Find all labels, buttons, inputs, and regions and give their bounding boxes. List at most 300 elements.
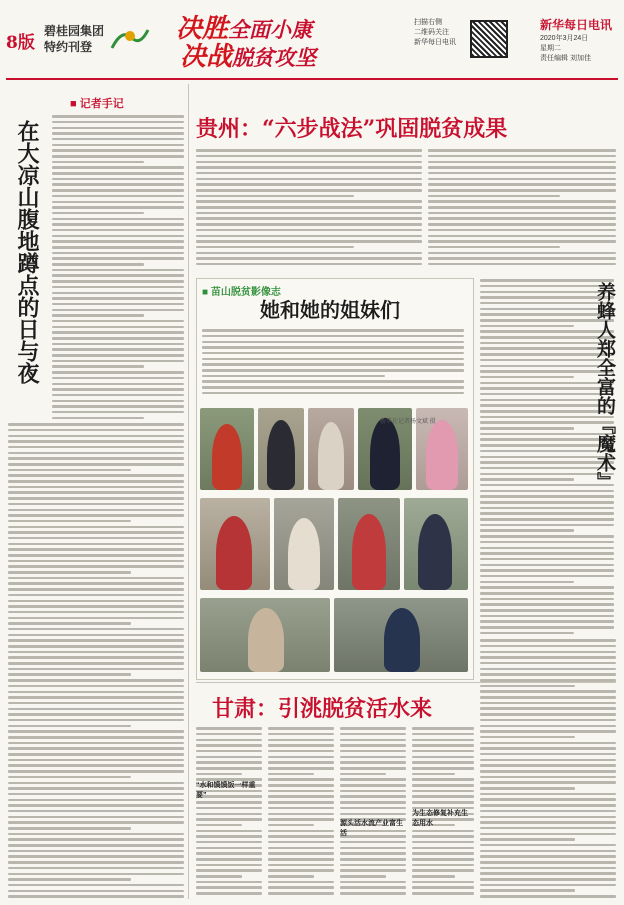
body-text-line <box>268 869 334 872</box>
body-text-line <box>52 309 184 312</box>
feature-kicker: ■ 苗山脱贫影像志 <box>202 287 281 298</box>
body-text-line <box>52 383 184 386</box>
body-text-line <box>8 799 184 802</box>
body-text-line <box>480 827 616 830</box>
left-body-text <box>52 112 184 422</box>
body-text-line <box>52 320 184 323</box>
body-text-line <box>8 691 184 694</box>
body-text-line <box>52 195 184 198</box>
body-text-line <box>196 818 262 821</box>
body-text-line <box>8 787 184 790</box>
body-text-line <box>52 235 184 238</box>
body-text-line <box>8 855 184 858</box>
body-text-line <box>480 581 574 584</box>
body-text-line <box>52 337 184 340</box>
body-text-line <box>480 884 616 887</box>
body-text-line <box>8 736 184 739</box>
body-text-line <box>428 206 616 209</box>
gansu-body-3 <box>340 724 406 900</box>
body-text-line <box>196 864 262 867</box>
body-text-line <box>340 761 406 764</box>
body-text-line <box>428 200 616 203</box>
body-text-line <box>8 713 184 716</box>
body-text-line <box>8 611 184 614</box>
body-text-line <box>340 773 386 776</box>
body-text-line <box>480 598 614 601</box>
body-text-line <box>480 529 574 532</box>
body-text-line <box>480 673 616 676</box>
body-text-line <box>480 850 616 853</box>
sponsor-name: 碧桂园集团 <box>44 24 105 38</box>
body-text-line <box>8 423 184 426</box>
body-text-line <box>8 833 184 836</box>
right-lower-text <box>480 636 616 900</box>
left-kicker: ■ 记者手记 <box>70 98 124 110</box>
body-text-line <box>52 274 184 277</box>
body-text-line <box>412 801 474 804</box>
body-text-line <box>196 200 422 203</box>
issue-date: 2020年3月24日 <box>540 35 589 42</box>
body-text-line <box>52 132 184 135</box>
body-text-line <box>268 875 314 878</box>
body-text-line <box>340 892 406 895</box>
body-text-line <box>8 656 184 659</box>
body-text-line <box>480 427 574 430</box>
body-text-line <box>196 178 422 181</box>
body-text-line <box>428 257 616 260</box>
feature-title: 她和她的姐妹们 <box>260 298 400 322</box>
body-text-line <box>8 668 184 671</box>
body-text-line <box>196 801 262 804</box>
body-text-line <box>428 155 616 158</box>
body-text-line <box>52 183 184 186</box>
body-text-line <box>52 246 184 249</box>
body-text-line <box>52 218 184 221</box>
body-text-line <box>268 858 334 861</box>
body-text-line <box>196 830 262 833</box>
body-text-line <box>268 801 334 804</box>
body-text-line <box>480 639 616 642</box>
body-text-line <box>8 554 184 557</box>
body-text-line <box>52 149 184 152</box>
body-text-line <box>8 457 184 460</box>
portrait-photo <box>200 498 270 590</box>
body-text-line <box>8 497 184 500</box>
body-text-line <box>268 835 334 838</box>
body-text-line <box>268 784 334 787</box>
body-text-line <box>52 326 184 329</box>
body-text-line <box>8 486 184 489</box>
body-text-line <box>428 178 616 181</box>
body-text-line <box>8 776 131 779</box>
body-text-line <box>340 744 406 747</box>
body-text-line <box>340 852 406 855</box>
body-text-line <box>8 582 184 585</box>
body-text-line <box>428 246 560 249</box>
body-text-line <box>340 847 406 850</box>
page-number: 8版 <box>6 33 35 53</box>
body-text-line <box>202 369 464 372</box>
body-text-line <box>196 229 422 232</box>
body-text-line <box>196 841 262 844</box>
body-text-line <box>340 784 406 787</box>
body-text-line <box>8 628 184 631</box>
body-text-line <box>8 537 184 540</box>
body-text-line <box>340 733 406 736</box>
body-text-line <box>268 790 334 793</box>
body-text-line <box>52 331 184 334</box>
portrait-photo <box>258 408 304 490</box>
body-text-line <box>196 858 262 861</box>
body-text-line <box>196 183 422 186</box>
body-text-line <box>52 257 184 260</box>
body-text-line <box>268 852 334 855</box>
body-text-line <box>8 730 184 733</box>
body-text-line <box>480 816 616 819</box>
body-text-line <box>480 861 616 864</box>
body-text-line <box>268 881 334 884</box>
masthead <box>0 0 624 80</box>
body-text-line <box>340 869 406 872</box>
body-text-line <box>8 810 184 813</box>
column-divider <box>188 84 189 899</box>
body-text-line <box>480 524 614 527</box>
body-text-line <box>412 795 474 798</box>
body-text-line <box>8 742 184 745</box>
body-text-line <box>8 520 131 523</box>
body-text-line <box>480 872 616 875</box>
body-text-line <box>340 767 406 770</box>
body-text-line <box>480 764 616 767</box>
body-text-line <box>412 886 474 889</box>
body-text-line <box>52 348 184 351</box>
body-text-line <box>52 314 144 317</box>
body-text-line <box>8 821 184 824</box>
body-text-line <box>480 376 574 379</box>
body-text-line <box>196 155 422 158</box>
body-text-line <box>8 878 131 881</box>
body-text-line <box>480 821 616 824</box>
body-text-line <box>412 761 474 764</box>
body-text-line <box>268 807 334 810</box>
body-text-line <box>196 824 242 827</box>
body-text-line <box>8 753 184 756</box>
body-text-line <box>8 679 184 682</box>
body-text-line <box>8 838 184 841</box>
body-text-line <box>412 830 474 833</box>
body-text-line <box>268 739 334 742</box>
body-text-line <box>196 189 422 192</box>
body-text-line <box>480 702 616 705</box>
body-text-line <box>268 830 334 833</box>
body-text-line <box>8 560 184 563</box>
left-feature-title: 在大凉山腹地蹲点的日与夜 <box>14 120 40 384</box>
body-text-line <box>428 166 616 169</box>
body-text-line <box>52 121 184 124</box>
sponsor-tagline: 特约刊登 <box>44 40 93 54</box>
feature-photo-caption: 新华社记者杨文斌 摄 <box>380 419 436 425</box>
body-text-line <box>340 875 386 878</box>
body-text-line <box>340 739 406 742</box>
body-text-line <box>196 881 262 884</box>
body-text-line <box>52 280 184 283</box>
gansu-body-2 <box>268 724 334 900</box>
body-text-line <box>52 343 184 346</box>
body-text-line <box>428 252 616 255</box>
body-text-line <box>428 223 616 226</box>
body-text-line <box>412 841 474 844</box>
body-text-line <box>480 325 574 328</box>
body-text-line <box>52 377 184 380</box>
portrait-photo <box>200 408 254 490</box>
body-text-line <box>8 594 184 597</box>
qr-caption: 扫描右侧 二维码关注 新华每日电讯 <box>414 19 456 46</box>
body-text-line <box>196 886 262 889</box>
editor-credit: 责任编辑 刘加佳 <box>540 55 591 62</box>
body-text-line <box>196 892 262 895</box>
body-text-line <box>412 727 474 730</box>
body-text-line <box>268 824 314 827</box>
body-text-line <box>480 662 616 665</box>
body-text-line <box>52 405 184 408</box>
body-text-line <box>52 201 184 204</box>
body-text-line <box>268 750 334 753</box>
body-text-line <box>8 571 131 574</box>
body-text-line <box>196 756 262 759</box>
body-text-line <box>8 600 184 603</box>
body-text-line <box>8 719 184 722</box>
photo-collage <box>200 408 468 674</box>
body-text-line <box>196 761 262 764</box>
body-text-line <box>268 773 314 776</box>
body-text-line <box>52 161 144 164</box>
body-text-line <box>196 767 262 770</box>
gansu-body-1 <box>196 724 262 900</box>
body-text-line <box>480 651 616 654</box>
body-text-line <box>52 371 184 374</box>
body-text-line <box>480 725 616 728</box>
body-text-line <box>52 354 184 357</box>
body-text-line <box>8 651 184 654</box>
body-text-line <box>196 852 262 855</box>
body-text-line <box>8 890 184 893</box>
body-text-line <box>480 586 614 589</box>
body-text-line <box>8 469 131 472</box>
body-text-line <box>8 884 184 887</box>
body-text-line <box>196 263 422 266</box>
body-text-line <box>52 223 184 226</box>
right-feature-title: 养蜂人郑全富的『魔术』 <box>594 282 616 491</box>
body-text-line <box>480 770 616 773</box>
portrait-photo <box>274 498 334 590</box>
feature-text <box>202 326 464 400</box>
body-text-line <box>8 526 184 529</box>
body-text-line <box>340 801 406 804</box>
body-text-line <box>480 736 575 739</box>
body-text-line <box>412 744 474 747</box>
body-text-line <box>52 388 184 391</box>
body-text-line <box>428 195 560 198</box>
body-text-line <box>268 886 334 889</box>
body-text-line <box>52 303 184 306</box>
body-text-line <box>52 166 184 169</box>
body-text-line <box>268 864 334 867</box>
body-text-line <box>52 365 144 368</box>
body-text-line <box>480 690 616 693</box>
body-text-line <box>52 115 184 118</box>
body-text-line <box>480 512 614 515</box>
body-text-line <box>428 235 616 238</box>
body-text-line <box>8 861 184 864</box>
body-text-line <box>480 781 616 784</box>
body-text-line <box>428 240 616 243</box>
body-text-line <box>340 886 406 889</box>
body-text-line <box>428 263 616 266</box>
body-text-line <box>52 292 184 295</box>
body-text-line <box>202 358 464 361</box>
body-text-line <box>480 507 614 510</box>
body-text-line <box>268 818 334 821</box>
body-text-line <box>8 446 184 449</box>
body-text-line <box>196 223 422 226</box>
body-text-line <box>8 605 184 608</box>
body-text-line <box>480 575 614 578</box>
body-text-line <box>202 341 464 344</box>
body-text-line <box>268 767 334 770</box>
body-text-line <box>428 189 616 192</box>
body-text-line <box>480 833 616 836</box>
body-text-line <box>8 793 184 796</box>
qr-code[interactable] <box>470 20 508 58</box>
gansu-subhead-2: 源头活水流产业富生活 <box>340 820 403 837</box>
body-text-line <box>202 392 464 395</box>
body-text-line <box>8 696 184 699</box>
body-text-line <box>340 841 406 844</box>
body-text-line <box>52 240 184 243</box>
body-text-line <box>196 727 262 730</box>
body-text-line <box>8 440 184 443</box>
body-text-line <box>8 480 184 483</box>
body-text-line <box>8 895 184 898</box>
body-text-line <box>196 739 262 742</box>
issue-weekday: 星期二 <box>540 45 561 52</box>
body-text-line <box>268 892 334 895</box>
body-text-line <box>202 335 464 338</box>
body-text-line <box>202 329 464 332</box>
body-text-line <box>412 784 474 787</box>
body-text-line <box>480 793 616 796</box>
body-text-line <box>268 847 334 850</box>
body-text-line <box>52 229 184 232</box>
body-text-line <box>52 144 184 147</box>
body-text-line <box>202 352 464 355</box>
body-text-line <box>480 564 614 567</box>
body-text-line <box>480 878 616 881</box>
body-text-line <box>428 217 616 220</box>
body-text-line <box>196 195 354 198</box>
body-text-line <box>52 360 184 363</box>
body-text-line <box>52 297 184 300</box>
gansu-subhead-3: 为生态修复补充生态用水 <box>412 810 468 827</box>
body-text-line <box>340 750 406 753</box>
body-text-line <box>480 603 614 606</box>
body-text-line <box>268 744 334 747</box>
left-lower-text <box>8 420 184 900</box>
body-text-line <box>428 212 616 215</box>
body-text-line <box>196 212 422 215</box>
body-text-line <box>8 782 184 785</box>
body-text-line <box>8 622 131 625</box>
masthead-rule <box>6 78 618 80</box>
body-text-line <box>340 727 406 730</box>
body-text-line <box>412 881 474 884</box>
body-text-line <box>428 172 616 175</box>
body-text-line <box>428 183 616 186</box>
campaign-slogan-2: 决战脱贫攻坚 <box>180 42 317 72</box>
body-text-line <box>480 776 616 779</box>
portrait-photo <box>200 598 330 672</box>
body-text-line <box>480 478 574 481</box>
body-text-line <box>268 756 334 759</box>
body-text-line <box>412 858 474 861</box>
body-text-line <box>480 844 616 847</box>
body-text-line <box>52 155 184 158</box>
body-text-line <box>196 835 262 838</box>
portrait-photo <box>334 598 468 672</box>
main-headline: 贵州：“六步战法”巩固脱贫成果 <box>196 116 508 142</box>
body-text-line <box>480 787 575 790</box>
body-text-line <box>428 161 616 164</box>
body-text-line <box>480 609 614 612</box>
body-text-line <box>196 257 422 260</box>
main-body-text <box>196 146 422 270</box>
body-text-line <box>8 770 184 773</box>
body-text-line <box>480 753 616 756</box>
body-text-line <box>480 668 616 671</box>
body-text-line <box>480 552 614 555</box>
body-text-line <box>412 767 474 770</box>
main-body-text-2 <box>428 146 616 270</box>
body-text-line <box>412 733 474 736</box>
body-text-line <box>480 535 614 538</box>
body-text-line <box>480 615 614 618</box>
body-text-line <box>480 620 614 623</box>
body-text-line <box>8 474 184 477</box>
body-text-line <box>8 577 184 580</box>
body-text-line <box>8 844 184 847</box>
body-text-line <box>412 892 474 895</box>
body-text-line <box>480 547 614 550</box>
body-text-line <box>52 400 184 403</box>
body-text-line <box>412 739 474 742</box>
body-text-line <box>52 411 184 414</box>
body-text-line <box>52 286 184 289</box>
body-text-line <box>8 673 131 676</box>
body-text-line <box>480 558 614 561</box>
body-text-line <box>8 873 184 876</box>
body-text-line <box>52 127 184 130</box>
body-text-line <box>412 869 474 872</box>
body-text-line <box>196 813 262 816</box>
body-text-line <box>8 452 184 455</box>
body-text-line <box>340 756 406 759</box>
body-text-line <box>8 827 131 830</box>
body-text-line <box>480 804 616 807</box>
body-text-line <box>202 346 464 349</box>
body-text-line <box>480 569 614 572</box>
body-text-line <box>52 263 144 266</box>
body-text-line <box>268 795 334 798</box>
